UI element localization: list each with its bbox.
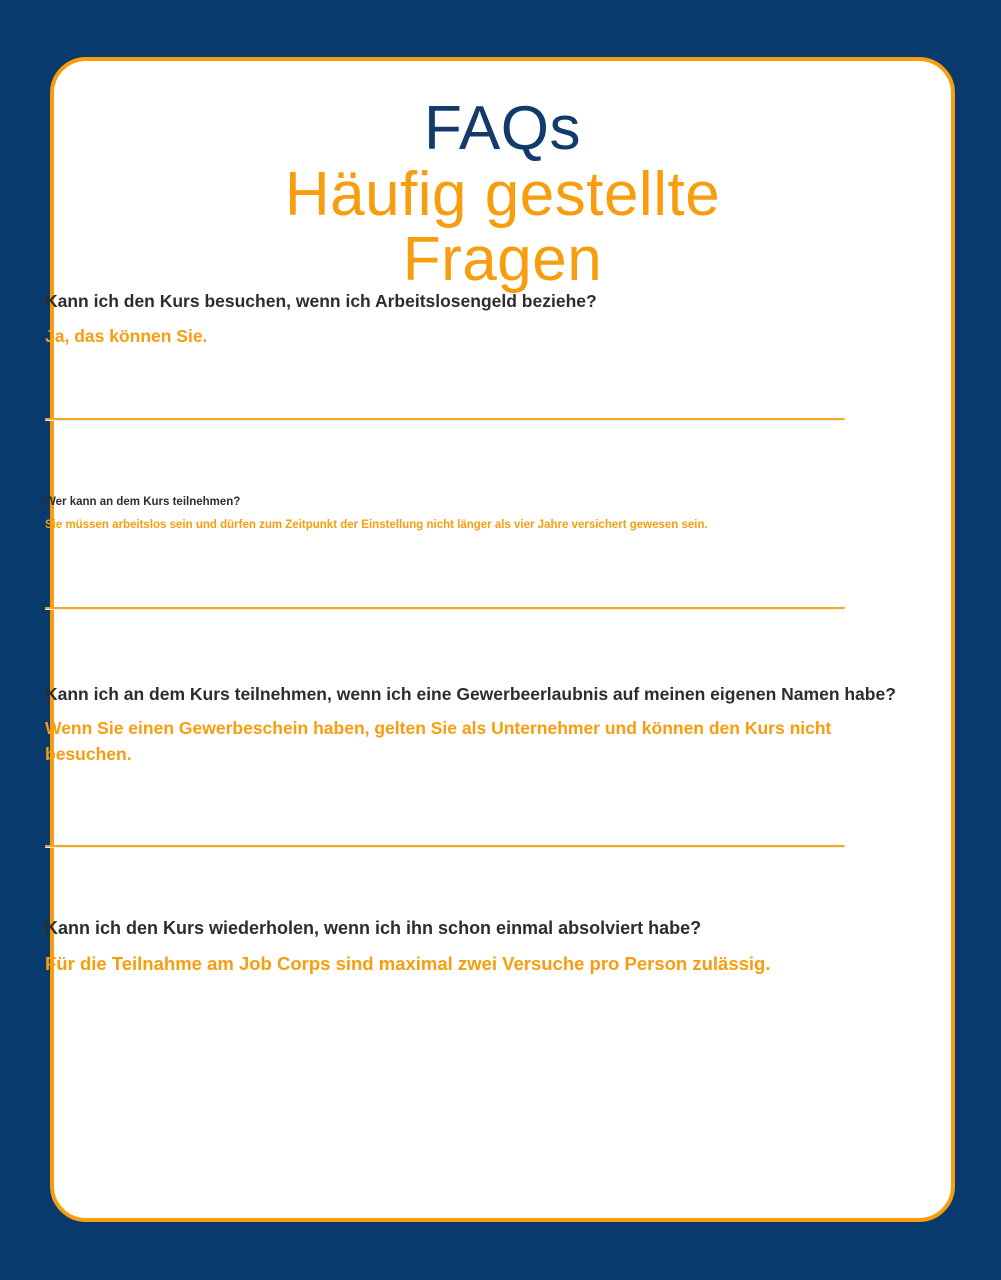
faq-subtitle-line-1: Häufig gestellte: [284, 159, 721, 229]
faq-title: FAQs: [423, 94, 582, 163]
faq-item[interactable]: [45, 848, 905, 978]
faq-item[interactable]: [45, 290, 905, 421]
faq-item[interactable]: [45, 421, 905, 610]
page-title: [54, 61, 951, 293]
faq-item[interactable]: [45, 610, 905, 848]
faq-subtitle-line-2: Fragen: [402, 225, 603, 295]
faq-question: Kann ich an dem Kurs teilnehmen, wenn ich eine Gewerbeerlaubnis auf meinen eigenen Namen habe?: [45, 683, 896, 704]
faq-question: Kann ich den Kurs besuchen, wenn ich Arbeitslosengeld beziehe?: [45, 291, 597, 311]
faq-answer: Sie müssen arbeitslos sein und dürfen zum Zeitpunkt der Einstellung nicht länger als vier Jahre versichert gewesen sein.: [45, 518, 708, 531]
faq-answer: Wenn Sie einen Gewerbeschein haben, gelten Sie als Unternehmer und können den Kurs nicht besuchen.: [45, 717, 832, 764]
faq-question: Wer kann an dem Kurs teilnehmen?: [45, 496, 241, 508]
faq-answer: Ja, das können Sie.: [45, 325, 208, 346]
faq-list: [45, 290, 905, 978]
faq-answer: Für die Teilnahme am Job Corps sind maximal zwei Versuche pro Person zulässig.: [45, 953, 771, 975]
faq-question: Kann ich den Kurs wiederholen, wenn ich ihn schon einmal absolviert habe?: [45, 918, 702, 938]
